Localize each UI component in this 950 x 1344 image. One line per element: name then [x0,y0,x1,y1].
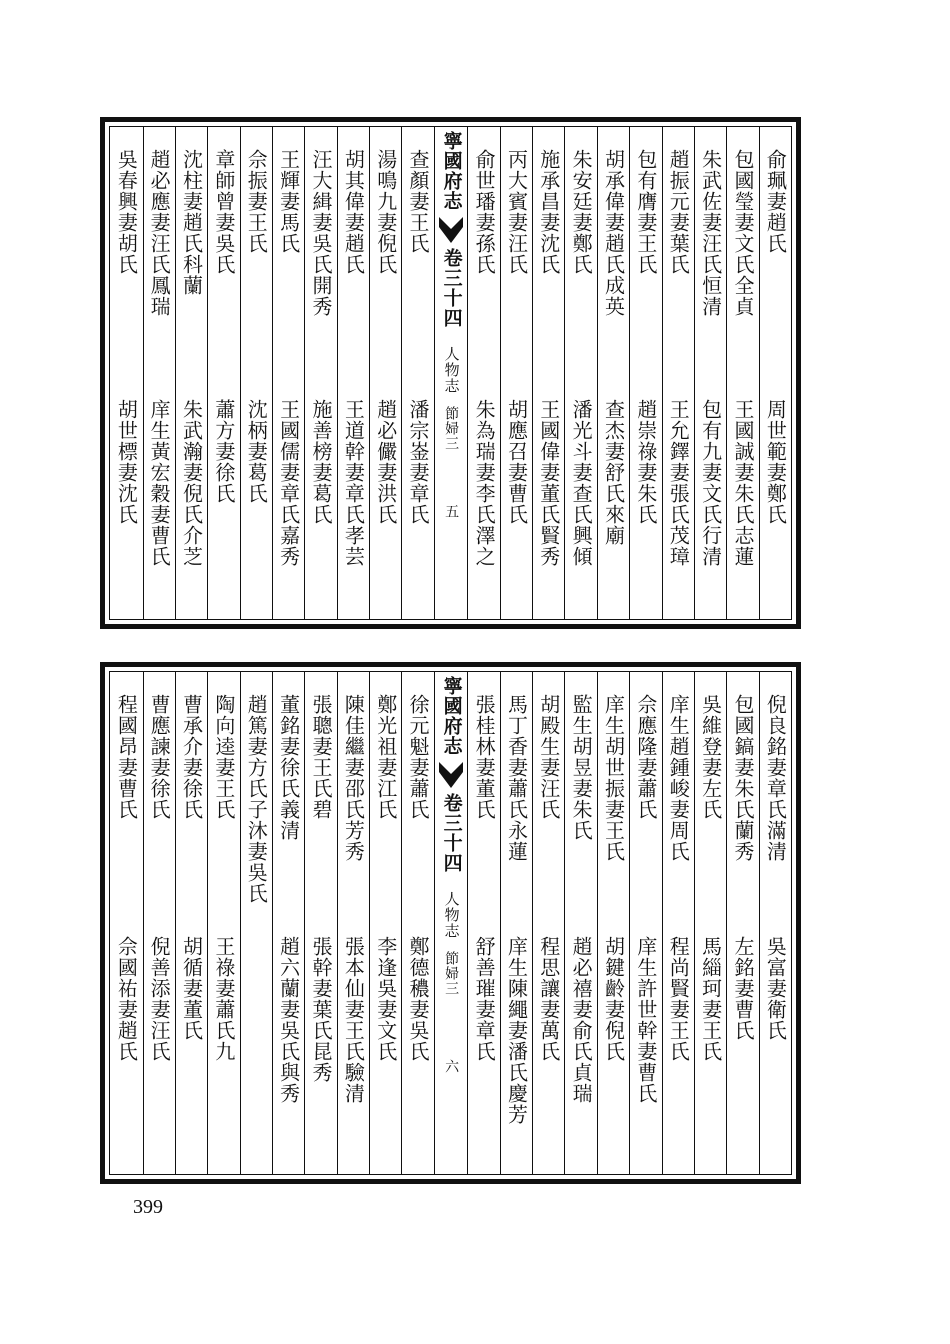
text-column [207,672,239,1174]
text-column [337,672,369,1174]
upper-entry: 陳佳繼妻邵氏芳秀 [341,694,366,862]
upper-entry: 章師曾妻吳氏 [211,149,236,275]
sub-section-label: 節婦三 [443,951,460,996]
upper-entry: 沈柱妻趙氏科蘭 [179,149,204,296]
upper-entry: 馬丁香妻蕭氏永蓮 [504,694,529,862]
text-column [240,672,272,1174]
lower-entry: 庠生陳繩妻潘氏慶芳 [504,936,529,1125]
text-column [175,127,207,619]
text-column [564,127,596,619]
lower-entry: 張幹妻葉氏昆秀 [308,936,333,1083]
lower-entry: 程思讓妻萬氏 [536,936,561,1062]
lower-entry: 倪善添妻汪氏 [147,936,172,1062]
page-number: 399 [133,1196,163,1218]
text-column [500,672,532,1174]
lower-entry: 沈柄妻葛氏 [244,399,269,504]
text-column [694,127,726,619]
lower-entry: 趙必禧妻俞氏貞瑞 [569,936,594,1104]
gazetteer-title: 寧國府志 [440,131,463,211]
text-column [662,127,694,619]
lower-entry: 胡鍵齡妻倪氏 [601,936,626,1062]
upper-entry: 庠生趙鍾峻妻周氏 [666,694,691,862]
lower-entry: 馬緇珂妻王氏 [698,936,723,1062]
upper-entry: 庠生胡世振妻王氏 [601,694,626,862]
text-column [726,672,758,1174]
lower-entry: 潘光斗妻查氏興傾 [569,399,594,567]
text-column [401,127,433,619]
text-column [500,127,532,619]
text-column [726,127,758,619]
text-column [143,672,175,1174]
center-column [434,127,468,619]
lower-entry: 胡應召妻曹氏 [504,399,529,525]
lower-entry: 包有九妻文氏行清 [698,399,723,567]
lower-entry: 張本仙妻王氏驗清 [341,936,366,1104]
upper-entry: 曹應諫妻徐氏 [147,694,172,820]
upper-entry: 俞珮妻趙氏 [763,149,788,254]
lower-entry: 王國儒妻章氏嘉秀 [276,399,301,567]
upper-entry: 包國鎬妻朱氏蘭秀 [730,694,755,862]
leaf-page-number: 六 [443,1059,460,1074]
lower-entry: 胡循妻董氏 [179,936,204,1041]
lower-entry: 左銘妻曹氏 [730,936,755,1041]
lower-entry: 鄭德穠妻吳氏 [406,936,431,1062]
text-column [304,127,336,619]
upper-entry: 查顏妻王氏 [406,149,431,254]
lower-entry: 胡世標妻沈氏 [114,399,139,525]
volume-label: 卷三十四 [440,248,463,328]
text-column [337,127,369,619]
upper-entry: 朱武佐妻汪氏恒清 [698,149,723,317]
gazetteer-title: 寧國府志 [440,676,463,756]
text-column [369,672,401,1174]
fish-tail-mark-icon [438,215,464,245]
upper-entry: 胡殿生妻汪氏 [536,694,561,820]
upper-entry: 包國瑩妻文氏全貞 [730,149,755,317]
leaf-page-number: 五 [443,504,460,519]
text-column [759,672,791,1174]
upper-entry: 包有膺妻王氏 [633,149,658,275]
text-column [272,672,304,1174]
lower-entry: 庠生許世幹妻曹氏 [633,936,658,1104]
text-column [369,127,401,619]
sub-section-label: 節婦三 [443,406,460,451]
lower-entry: 舒善璀妻章氏 [472,936,497,1062]
lower-entry: 趙崇祿妻朱氏 [633,399,658,525]
upper-entry: 胡其偉妻趙氏 [341,149,366,275]
upper-entry: 趙篤妻方氏子沐妻吳氏 [244,694,269,904]
upper-entry: 朱安廷妻鄭氏 [569,149,594,275]
text-column [532,672,564,1174]
bottom-page-frame [100,662,801,1184]
lower-entry: 王祿妻蕭氏九 [211,936,236,1062]
bottom-page-columns [109,671,792,1175]
lower-entry: 王國偉妻董氏賢秀 [536,399,561,567]
lower-entry: 趙六蘭妻吳氏與秀 [276,936,301,1104]
upper-entry: 湯鳴九妻倪氏 [373,149,398,275]
section-label: 人物志 [442,891,461,939]
upper-entry: 佘振妻王氏 [244,149,269,254]
upper-entry: 趙振元妻葉氏 [666,149,691,275]
lower-entry: 王國誠妻朱氏志蓮 [730,399,755,567]
lower-entry: 朱武瀚妻倪氏介芝 [179,399,204,567]
text-column [759,127,791,619]
upper-entry: 胡承偉妻趙氏成英 [601,149,626,317]
section-label: 人物志 [442,346,461,394]
upper-entry: 趙必應妻汪氏鳳瑞 [147,149,172,317]
upper-entry: 程國昂妻曹氏 [114,694,139,820]
text-column [597,127,629,619]
lower-entry: 吳富妻衛氏 [763,936,788,1041]
lower-entry: 王道幹妻章氏孝芸 [341,399,366,567]
text-column [401,672,433,1174]
text-column [467,127,499,619]
lower-entry: 趙必儼妻洪氏 [373,399,398,525]
text-column [532,127,564,619]
upper-entry: 俞世璠妻孫氏 [472,149,497,275]
lower-entry: 潘宗崟妻章氏 [406,399,431,525]
text-column [629,672,661,1174]
lower-entry: 朱為瑞妻李氏澤之 [472,399,497,567]
text-column [662,672,694,1174]
upper-entry: 徐元魁妻蕭氏 [406,694,431,820]
upper-entry: 陶向逵妻王氏 [211,694,236,820]
text-column [467,672,499,1174]
upper-entry: 佘應隆妻蕭氏 [633,694,658,820]
upper-entry: 丙大賓妻汪氏 [504,149,529,275]
top-page-frame [100,117,801,629]
upper-entry: 吳春興妻胡氏 [114,149,139,275]
lower-entry: 周世範妻鄭氏 [763,399,788,525]
upper-entry: 倪良銘妻章氏滿清 [763,694,788,862]
lower-entry: 庠生黃宏穀妻曹氏 [147,399,172,567]
upper-entry: 施承昌妻沈氏 [536,149,561,275]
lower-entry: 李逢吳妻文氏 [373,936,398,1062]
lower-entry: 查杰妻舒氏來廟 [601,399,626,546]
upper-entry: 吳維登妻左氏 [698,694,723,820]
text-column [272,127,304,619]
text-column [694,672,726,1174]
text-column [143,127,175,619]
upper-entry: 王輝妻馬氏 [276,149,301,254]
lower-entry: 王允鐸妻張氏茂璋 [666,399,691,567]
top-page-columns [109,126,792,620]
text-column [175,672,207,1174]
text-column [629,127,661,619]
upper-entry: 董銘妻徐氏義清 [276,694,301,841]
text-column [207,127,239,619]
text-column [110,127,142,619]
upper-entry: 監生胡昱妻朱氏 [569,694,594,841]
lower-entry: 蕭方妻徐氏 [211,399,236,504]
center-column [434,672,468,1174]
text-column [597,672,629,1174]
text-column [304,672,336,1174]
upper-entry: 曹承介妻徐氏 [179,694,204,820]
upper-entry: 張桂林妻董氏 [472,694,497,820]
lower-entry: 施善榜妻葛氏 [308,399,333,525]
upper-entry: 張聰妻王氏碧 [308,694,333,820]
lower-entry: 程尚賢妻王氏 [666,936,691,1062]
fish-tail-mark-icon [438,760,464,790]
text-column [240,127,272,619]
upper-entry: 汪大緝妻吳氏開秀 [308,149,333,317]
text-column [564,672,596,1174]
text-column [110,672,142,1174]
volume-label: 卷三十四 [440,793,463,873]
lower-entry: 佘國祐妻趙氏 [114,936,139,1062]
upper-entry: 鄭光祖妻江氏 [373,694,398,820]
